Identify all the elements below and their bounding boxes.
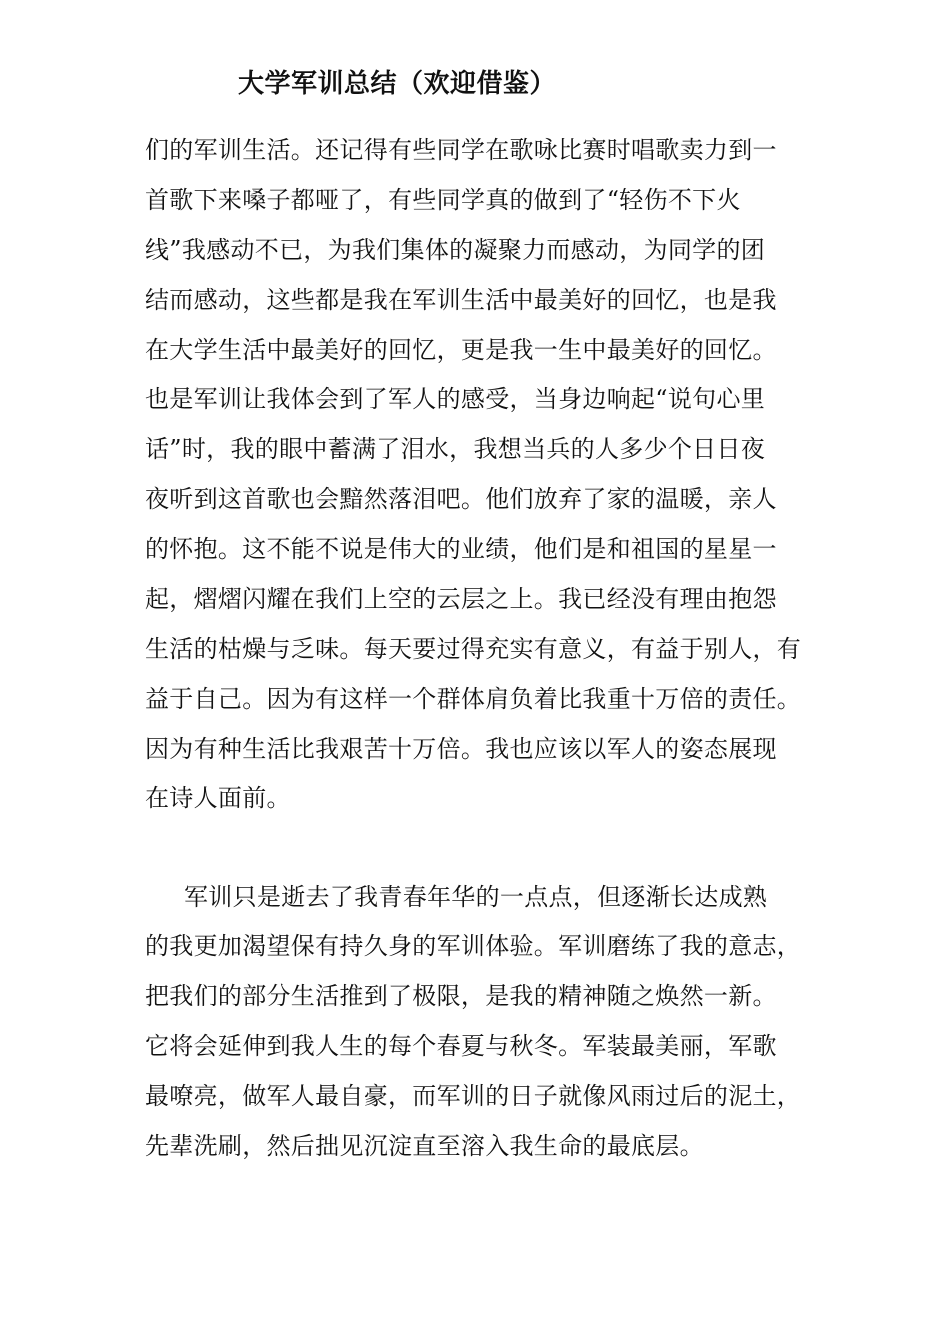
paragraph1-line: 起，熠熠闪耀在我们上空的云层之上。我已经没有理由抱怨 [145,585,777,613]
paragraph1-line: 也是军训让我体会到了军人的感受，当身边响起“说句心里 [145,385,766,413]
document-title: 大学军训总结（欢迎借鉴） [238,69,557,99]
paragraph1-line: 的怀抱。这不能不说是伟大的业绩，他们是和祖国的星星一 [145,535,777,563]
paragraph2-line: 它将会延伸到我人生的每个春夏与秋冬。军装最美丽，军歌 [145,1032,777,1060]
paragraph1-line: 生活的枯燥与乏味。每天要过得充实有意义，有益于别人，有 [145,635,802,663]
paragraph2-line: 先辈洗刷，然后拙见沉淀直至溶入我生命的最底层。 [145,1132,704,1160]
paragraph1-line: 因为有种生活比我艰苦十万倍。我也应该以军人的姿态展现 [145,735,777,763]
paragraph1-line: 话”时，我的眼中蓄满了泪水，我想当兵的人多少个日日夜 [145,435,766,463]
paragraph1-line: 在大学生活中最美好的回忆，更是我一生中最美好的回忆。 [145,336,777,364]
paragraph1-line: 结而感动，这些都是我在军训生活中最美好的回忆，也是我 [145,286,777,314]
paragraph1-line: 首歌下来嗓子都哑了，有些同学真的做到了“轻伤不下火 [145,186,741,214]
paragraph2-line: 的我更加渴望保有持久身的军训体验。军训磨练了我的意志， [145,932,802,960]
paragraph1-line: 们的军训生活。还记得有些同学在歌咏比赛时唱歌卖力到一 [145,136,777,164]
paragraph2-line: 军训只是逝去了我青春年华的一点点，但逐渐长达成熟 [184,883,768,911]
paragraph1-line: 在诗人面前。 [145,784,291,812]
paragraph1-line: 益于自己。因为有这样一个群体肩负着比我重十万倍的责任。 [145,685,802,713]
paragraph1-line: 线”我感动不已，为我们集体的凝聚力而感动，为同学的团 [145,236,766,264]
paragraph2-line: 最嘹亮，做军人最自豪，而军训的日子就像风雨过后的泥土， [145,1082,802,1110]
paragraph1-line: 夜听到这首歌也会黯然落泪吧。他们放弃了家的温暖，亲人 [145,485,777,513]
paragraph2-line: 把我们的部分生活推到了极限，是我的精神随之焕然一新。 [145,982,777,1010]
